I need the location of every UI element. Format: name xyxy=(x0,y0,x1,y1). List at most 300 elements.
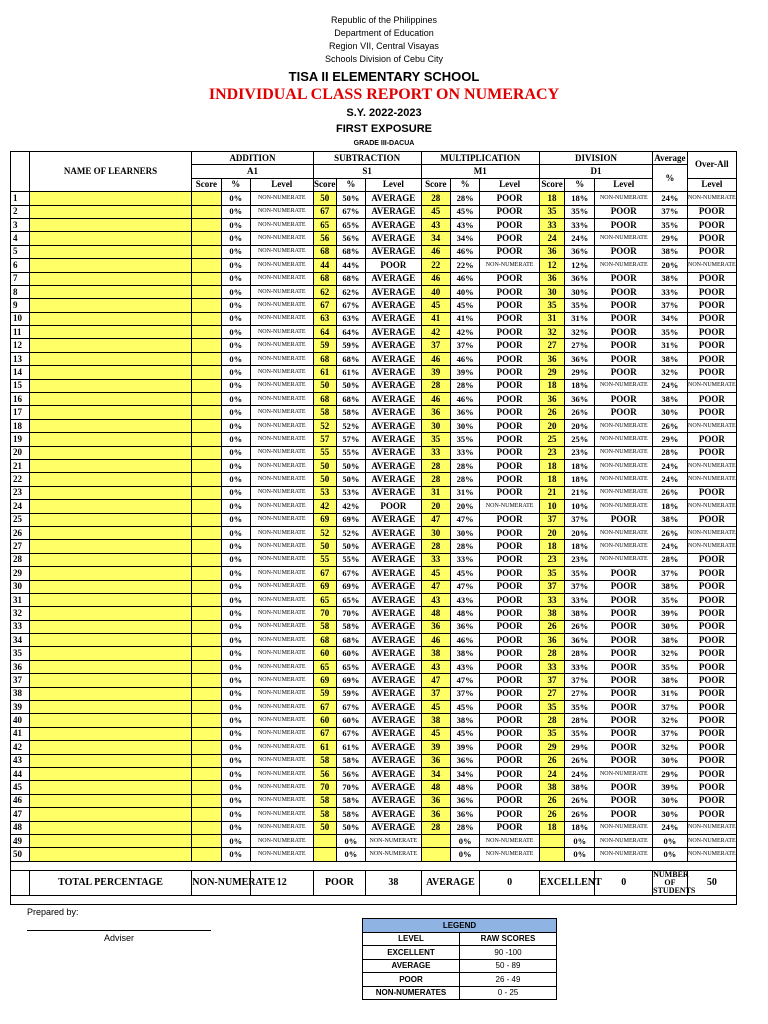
division-level: NON-NUMERATE xyxy=(595,821,653,834)
addition-pct: 0% xyxy=(221,513,250,526)
division-pct: 35% xyxy=(565,727,595,740)
table-row xyxy=(11,379,737,392)
division-score: 33 xyxy=(539,218,564,231)
addition-pct: 0% xyxy=(221,767,250,780)
multiplication-pct: 47% xyxy=(450,513,479,526)
multiplication-pct: 48% xyxy=(450,781,479,794)
division-pct: 25% xyxy=(565,433,595,446)
table-row xyxy=(11,674,737,687)
addition-level: NON-NUMERATE xyxy=(250,701,313,714)
addition-pct: 0% xyxy=(221,701,250,714)
legend-raw-score: 26 - 49 xyxy=(460,973,557,987)
division-level: POOR xyxy=(595,567,653,580)
header-line-2: Department of Education xyxy=(334,28,434,38)
subtraction-pct: 70% xyxy=(336,607,365,620)
multiplication-level: POOR xyxy=(480,526,540,539)
division-score: 35 xyxy=(539,205,564,218)
addition-level: NON-NUMERATE xyxy=(250,272,313,285)
multiplication-pct: 45% xyxy=(450,299,479,312)
multiplication-pct: 45% xyxy=(450,567,479,580)
addition-score xyxy=(192,660,221,673)
row-number: 49 xyxy=(11,834,30,847)
learner-name xyxy=(29,607,191,620)
overall-level: POOR xyxy=(687,781,736,794)
average-pct: 26% xyxy=(653,526,688,539)
average-pct: 26% xyxy=(653,419,688,432)
subtraction-score: 65 xyxy=(313,593,336,606)
subtraction-pct: 52% xyxy=(336,419,365,432)
overall-level: POOR xyxy=(687,486,736,499)
average-pct: 30% xyxy=(653,754,688,767)
multiplication-score: 30 xyxy=(421,419,450,432)
division-level: POOR xyxy=(595,741,653,754)
subtraction-score: 65 xyxy=(313,660,336,673)
learner-name xyxy=(29,553,191,566)
score-header: Score xyxy=(313,178,336,191)
legend-row xyxy=(363,973,557,987)
poor-label: POOR xyxy=(313,870,365,895)
multiplication-score: 28 xyxy=(421,192,450,205)
legend-level: EXCELLENT xyxy=(363,946,460,960)
average-pct: 30% xyxy=(653,406,688,419)
overall-level: NON-NUMERATE xyxy=(687,500,736,513)
division-level: POOR xyxy=(595,218,653,231)
subtraction-pct: 67% xyxy=(336,567,365,580)
division-score: 27 xyxy=(539,339,564,352)
score-header: Score xyxy=(192,178,221,191)
overall-level: NON-NUMERATE xyxy=(687,526,736,539)
subtraction-level: AVERAGE xyxy=(366,272,422,285)
subtraction-level: AVERAGE xyxy=(366,781,422,794)
subtraction-level: AVERAGE xyxy=(366,674,422,687)
addition-level: NON-NUMERATE xyxy=(250,473,313,486)
subtraction-pct: 58% xyxy=(336,754,365,767)
multiplication-level: POOR xyxy=(480,821,540,834)
row-number: 4 xyxy=(11,232,30,245)
subtraction-pct: 62% xyxy=(336,285,365,298)
multiplication-pct: 33% xyxy=(450,446,479,459)
row-number: 50 xyxy=(11,848,30,861)
table-row xyxy=(11,634,737,647)
subtraction-pct: 53% xyxy=(336,486,365,499)
addition-score xyxy=(192,312,221,325)
addition-pct: 0% xyxy=(221,205,250,218)
division-pct: 24% xyxy=(565,232,595,245)
division-score: 18 xyxy=(539,540,564,553)
subtraction-level: AVERAGE xyxy=(366,660,422,673)
subtraction-level: AVERAGE xyxy=(366,754,422,767)
addition-score xyxy=(192,232,221,245)
subtraction-score: 52 xyxy=(313,526,336,539)
addition-level: NON-NUMERATE xyxy=(250,205,313,218)
subtraction-pct: 42% xyxy=(336,500,365,513)
division-pct: 12% xyxy=(565,259,595,272)
header-line-1: Republic of the Philippines xyxy=(330,15,438,25)
division-level: POOR xyxy=(595,285,653,298)
multiplication-pct: 22% xyxy=(450,259,479,272)
multiplication-pct: 43% xyxy=(450,218,479,231)
row-number: 15 xyxy=(11,379,30,392)
learner-name xyxy=(29,218,191,231)
division-level: NON-NUMERATE xyxy=(595,848,653,861)
addition-score xyxy=(192,379,221,392)
subtraction-pct: 50% xyxy=(336,459,365,472)
average-pct: 28% xyxy=(653,446,688,459)
overall-header: Over-All xyxy=(687,152,736,179)
multiplication-pct: 33% xyxy=(450,553,479,566)
overall-level: POOR xyxy=(687,660,736,673)
division-pct: 18% xyxy=(565,459,595,472)
learner-name xyxy=(29,366,191,379)
learner-name xyxy=(29,459,191,472)
subtraction-score: 64 xyxy=(313,326,336,339)
division-score: 35 xyxy=(539,701,564,714)
subtraction-score: 67 xyxy=(313,727,336,740)
table-row xyxy=(11,245,737,258)
subtraction-pct: 61% xyxy=(336,741,365,754)
subtraction-score: 50 xyxy=(313,379,336,392)
average-pct: 38% xyxy=(653,272,688,285)
addition-level: NON-NUMERATE xyxy=(250,526,313,539)
division-pct: 27% xyxy=(565,687,595,700)
subtraction-score: 67 xyxy=(313,567,336,580)
subtraction-level: AVERAGE xyxy=(366,687,422,700)
multiplication-pct: 38% xyxy=(450,714,479,727)
average-pct: 26% xyxy=(653,486,688,499)
multiplication-level: POOR xyxy=(480,634,540,647)
average-pct: 34% xyxy=(653,312,688,325)
division-level: POOR xyxy=(595,593,653,606)
multiplication-pct: 39% xyxy=(450,366,479,379)
row-number: 40 xyxy=(11,714,30,727)
learner-name xyxy=(29,433,191,446)
multiplication-score: 36 xyxy=(421,754,450,767)
average-pct: 38% xyxy=(653,513,688,526)
multiplication-score: 41 xyxy=(421,312,450,325)
subtraction-pct: 67% xyxy=(336,205,365,218)
row-number: 35 xyxy=(11,647,30,660)
subtraction-score: 61 xyxy=(313,366,336,379)
table-row xyxy=(11,486,737,499)
division-level: POOR xyxy=(595,299,653,312)
multiplication-score: 46 xyxy=(421,393,450,406)
subtraction-score: 68 xyxy=(313,245,336,258)
overall-level: POOR xyxy=(687,553,736,566)
table-row xyxy=(11,567,737,580)
division-level: POOR xyxy=(595,245,653,258)
multiplication-level: POOR xyxy=(480,540,540,553)
overall-level: POOR xyxy=(687,794,736,807)
row-number: 3 xyxy=(11,218,30,231)
multiplication-level: POOR xyxy=(480,285,540,298)
division-score: 18 xyxy=(539,192,564,205)
subtraction-level: AVERAGE xyxy=(366,593,422,606)
row-number: 27 xyxy=(11,540,30,553)
division-level: POOR xyxy=(595,580,653,593)
row-number: 9 xyxy=(11,299,30,312)
multiplication-level: POOR xyxy=(480,272,540,285)
adviser-label: Adviser xyxy=(104,933,135,943)
division-score: 37 xyxy=(539,580,564,593)
table-row xyxy=(11,299,737,312)
subtraction-level: AVERAGE xyxy=(366,312,422,325)
average-pct: 29% xyxy=(653,232,688,245)
subtraction-level: AVERAGE xyxy=(366,540,422,553)
addition-pct: 0% xyxy=(221,406,250,419)
division-score: 38 xyxy=(539,607,564,620)
multiplication-pct: 28% xyxy=(450,192,479,205)
level-header: Level xyxy=(366,178,422,191)
average-pct: 32% xyxy=(653,714,688,727)
pct-header: % xyxy=(450,178,479,191)
average-pct: 38% xyxy=(653,245,688,258)
multiplication-pct: 45% xyxy=(450,205,479,218)
group-code: A1 xyxy=(192,165,314,178)
multiplication-pct: 48% xyxy=(450,607,479,620)
multiplication-score: 40 xyxy=(421,285,450,298)
average-pct: 32% xyxy=(653,366,688,379)
average-pct: 20% xyxy=(653,259,688,272)
row-number: 14 xyxy=(11,366,30,379)
addition-level: NON-NUMERATE xyxy=(250,580,313,593)
subtraction-level: AVERAGE xyxy=(366,727,422,740)
addition-pct: 0% xyxy=(221,259,250,272)
multiplication-level: POOR xyxy=(480,205,540,218)
subtraction-level: AVERAGE xyxy=(366,339,422,352)
subtraction-score: 69 xyxy=(313,674,336,687)
addition-pct: 0% xyxy=(221,352,250,365)
table-row xyxy=(11,526,737,539)
table-row xyxy=(11,553,737,566)
addition-level: NON-NUMERATE xyxy=(250,192,313,205)
table-row xyxy=(11,419,737,432)
multiplication-pct: 34% xyxy=(450,767,479,780)
addition-pct: 0% xyxy=(221,607,250,620)
level-header: Level xyxy=(480,178,540,191)
addition-score xyxy=(192,607,221,620)
row-number: 23 xyxy=(11,486,30,499)
division-pct: 18% xyxy=(565,821,595,834)
multiplication-pct: 46% xyxy=(450,352,479,365)
division-score: 18 xyxy=(539,821,564,834)
addition-pct: 0% xyxy=(221,486,250,499)
learner-name xyxy=(29,754,191,767)
row-number: 11 xyxy=(11,326,30,339)
multiplication-level: POOR xyxy=(480,794,540,807)
division-pct: 33% xyxy=(565,593,595,606)
multiplication-score: 34 xyxy=(421,232,450,245)
addition-score xyxy=(192,580,221,593)
learner-name xyxy=(29,232,191,245)
subtraction-pct: 69% xyxy=(336,513,365,526)
average-pct: 38% xyxy=(653,580,688,593)
addition-level: NON-NUMERATE xyxy=(250,326,313,339)
multiplication-pct: 43% xyxy=(450,593,479,606)
average-pct: 38% xyxy=(653,674,688,687)
addition-pct: 0% xyxy=(221,674,250,687)
multiplication-score: 28 xyxy=(421,540,450,553)
division-pct: 36% xyxy=(565,352,595,365)
subtraction-level: AVERAGE xyxy=(366,647,422,660)
multiplication-pct: 0% xyxy=(450,834,479,847)
addition-level: NON-NUMERATE xyxy=(250,727,313,740)
division-score: 36 xyxy=(539,272,564,285)
multiplication-pct: 31% xyxy=(450,486,479,499)
division-pct: 37% xyxy=(565,513,595,526)
subtraction-level: AVERAGE xyxy=(366,808,422,821)
multiplication-score: 20 xyxy=(421,500,450,513)
overall-level: POOR xyxy=(687,727,736,740)
division-score: 35 xyxy=(539,727,564,740)
multiplication-score: 35 xyxy=(421,433,450,446)
division-level: POOR xyxy=(595,339,653,352)
division-score: 37 xyxy=(539,674,564,687)
subtraction-pct: 67% xyxy=(336,299,365,312)
row-number: 47 xyxy=(11,808,30,821)
average-pct: 18% xyxy=(653,500,688,513)
subtraction-pct: 56% xyxy=(336,232,365,245)
division-score: 26 xyxy=(539,794,564,807)
multiplication-score: 45 xyxy=(421,299,450,312)
addition-pct: 0% xyxy=(221,433,250,446)
addition-level: NON-NUMERATE xyxy=(250,674,313,687)
addition-pct: 0% xyxy=(221,526,250,539)
multiplication-pct: 47% xyxy=(450,674,479,687)
division-level: POOR xyxy=(595,687,653,700)
multiplication-pct: 42% xyxy=(450,326,479,339)
subtraction-pct: 55% xyxy=(336,446,365,459)
row-number: 29 xyxy=(11,567,30,580)
addition-level: NON-NUMERATE xyxy=(250,848,313,861)
addition-pct: 0% xyxy=(221,393,250,406)
group-header: DIVISION xyxy=(539,152,652,165)
legend-raw-score: 0 - 25 xyxy=(460,986,557,1000)
average-count: 0 xyxy=(480,870,540,895)
addition-level: NON-NUMERATE xyxy=(250,767,313,780)
addition-pct: 0% xyxy=(221,459,250,472)
addition-score xyxy=(192,406,221,419)
multiplication-level: NON-NUMERATE xyxy=(480,259,540,272)
subtraction-level: AVERAGE xyxy=(366,794,422,807)
overall-level: POOR xyxy=(687,634,736,647)
multiplication-level: POOR xyxy=(480,767,540,780)
multiplication-score: 46 xyxy=(421,634,450,647)
multiplication-level: POOR xyxy=(480,419,540,432)
subtraction-level: AVERAGE xyxy=(366,406,422,419)
table-row xyxy=(11,848,737,861)
division-pct: 26% xyxy=(565,808,595,821)
division-level: POOR xyxy=(595,326,653,339)
average-pct: 33% xyxy=(653,285,688,298)
row-number: 17 xyxy=(11,406,30,419)
addition-score xyxy=(192,540,221,553)
addition-level: NON-NUMERATE xyxy=(250,634,313,647)
average-pct: 37% xyxy=(653,701,688,714)
addition-pct: 0% xyxy=(221,473,250,486)
subtraction-level: AVERAGE xyxy=(366,580,422,593)
multiplication-pct: 28% xyxy=(450,379,479,392)
overall-level: POOR xyxy=(687,607,736,620)
addition-pct: 0% xyxy=(221,446,250,459)
division-pct: 26% xyxy=(565,620,595,633)
multiplication-pct: 34% xyxy=(450,232,479,245)
multiplication-score: 28 xyxy=(421,821,450,834)
subtraction-pct: 68% xyxy=(336,634,365,647)
row-number: 28 xyxy=(11,553,30,566)
table-row xyxy=(11,607,737,620)
addition-level: NON-NUMERATE xyxy=(250,794,313,807)
subtraction-pct: 60% xyxy=(336,714,365,727)
learner-name xyxy=(29,486,191,499)
learner-name xyxy=(29,727,191,740)
table-row xyxy=(11,660,737,673)
subtraction-level: AVERAGE xyxy=(366,701,422,714)
addition-score xyxy=(192,727,221,740)
subtraction-pct: 61% xyxy=(336,366,365,379)
division-pct: 37% xyxy=(565,580,595,593)
subtraction-level: AVERAGE xyxy=(366,473,422,486)
learner-name xyxy=(29,326,191,339)
multiplication-level: POOR xyxy=(480,433,540,446)
group-header: MULTIPLICATION xyxy=(421,152,539,165)
average-pct: 29% xyxy=(653,767,688,780)
multiplication-level: POOR xyxy=(480,486,540,499)
subtraction-level: NON-NUMERATE xyxy=(366,848,422,861)
multiplication-pct: 39% xyxy=(450,741,479,754)
multiplication-pct: 46% xyxy=(450,272,479,285)
subtraction-score: 44 xyxy=(313,259,336,272)
table-row xyxy=(11,540,737,553)
multiplication-score: 45 xyxy=(421,205,450,218)
addition-level: NON-NUMERATE xyxy=(250,821,313,834)
addition-pct: 0% xyxy=(221,794,250,807)
division-level: POOR xyxy=(595,406,653,419)
division-pct: 24% xyxy=(565,767,595,780)
table-row xyxy=(11,312,737,325)
row-number: 46 xyxy=(11,794,30,807)
division-pct: 23% xyxy=(565,446,595,459)
overall-level: POOR xyxy=(687,580,736,593)
multiplication-level: POOR xyxy=(480,727,540,740)
subtraction-pct: 65% xyxy=(336,593,365,606)
learner-name xyxy=(29,647,191,660)
division-pct: 0% xyxy=(565,834,595,847)
overall-level: POOR xyxy=(687,567,736,580)
row-number: 2 xyxy=(11,205,30,218)
table-row xyxy=(11,459,737,472)
subtraction-score: 68 xyxy=(313,272,336,285)
subtraction-score: 57 xyxy=(313,433,336,446)
division-level: POOR xyxy=(595,714,653,727)
division-level: NON-NUMERATE xyxy=(595,526,653,539)
adviser-signature-line xyxy=(27,930,211,931)
addition-pct: 0% xyxy=(221,379,250,392)
group-code: S1 xyxy=(313,165,421,178)
learner-name xyxy=(29,446,191,459)
addition-score xyxy=(192,714,221,727)
multiplication-level: POOR xyxy=(480,687,540,700)
subtraction-pct: 59% xyxy=(336,687,365,700)
overall-level: POOR xyxy=(687,674,736,687)
addition-level: NON-NUMERATE xyxy=(250,741,313,754)
division-level: NON-NUMERATE xyxy=(595,419,653,432)
table-row xyxy=(11,687,737,700)
addition-pct: 0% xyxy=(221,834,250,847)
average-pct-header: % xyxy=(653,165,688,192)
row-number: 24 xyxy=(11,500,30,513)
table-row xyxy=(11,446,737,459)
overall-level: POOR xyxy=(687,299,736,312)
